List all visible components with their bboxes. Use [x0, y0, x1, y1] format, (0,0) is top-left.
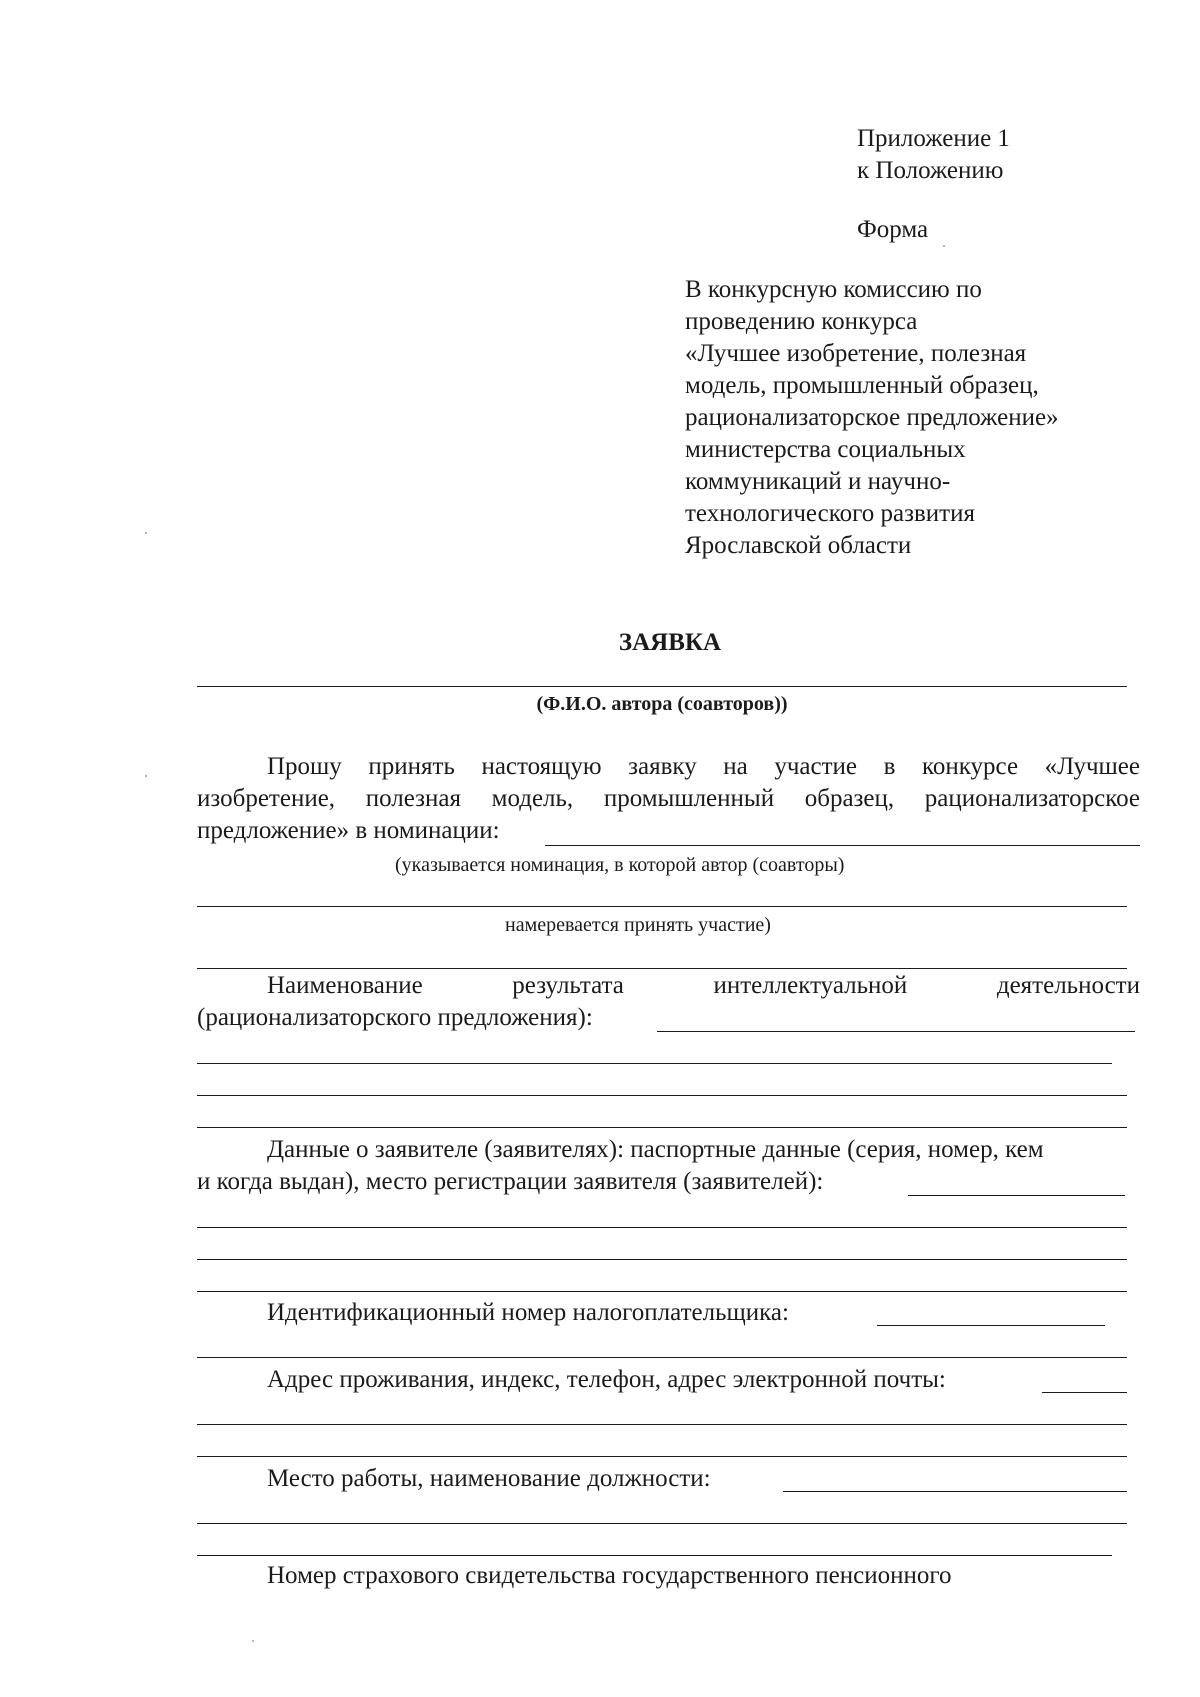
work-field[interactable]: [783, 1491, 1127, 1492]
word: на: [723, 753, 748, 780]
applicant-data-field[interactable]: [908, 1195, 1125, 1196]
word: в: [883, 753, 896, 780]
scan-speck: [252, 1640, 254, 1642]
word: заявку: [628, 753, 697, 780]
address-field-continued[interactable]: [197, 1456, 1127, 1457]
word: результата: [512, 972, 624, 999]
result-name-field[interactable]: [197, 1063, 1112, 1064]
result-line-1: [267, 970, 1140, 1002]
word: настоящую: [481, 753, 602, 780]
applicant-line-1: Данные о заявителе (заявителях): паспортные данные (серия, номер, кем: [267, 1136, 1044, 1163]
inn-field[interactable]: [877, 1325, 1105, 1326]
result-name-field[interactable]: [197, 1127, 1127, 1128]
word: полезная: [365, 785, 461, 812]
work-label: Место работы, наименование должности:: [267, 1465, 711, 1492]
addressee-line: коммуникаций и научно-: [685, 468, 951, 495]
inn-field-continued[interactable]: [197, 1357, 1127, 1358]
nomination-label: предложение» в номинации:: [197, 817, 500, 844]
result-name-field[interactable]: [657, 1031, 1135, 1032]
blank-line[interactable]: [197, 968, 1127, 969]
applicant-data-field[interactable]: [197, 1291, 1127, 1292]
address-field[interactable]: [1042, 1392, 1127, 1393]
nomination-field[interactable]: [545, 845, 1140, 846]
address-field-continued[interactable]: [197, 1424, 1127, 1425]
word: деятельности: [996, 972, 1140, 999]
request-line-1: [267, 751, 1140, 783]
document-title: ЗАЯВКА: [618, 629, 722, 656]
nomination-field-continued[interactable]: [197, 906, 1127, 907]
word: промышленный: [603, 785, 775, 812]
word: интеллектуальной: [713, 972, 908, 999]
nomination-hint: (указывается номинация, в которой автор (соавторы): [395, 854, 845, 876]
author-caption: (Ф.И.О. автора (соавторов)): [536, 693, 788, 715]
word: рационализаторское: [924, 785, 1140, 812]
work-field-continued[interactable]: [197, 1555, 1112, 1556]
author-name-field[interactable]: [197, 686, 1127, 687]
applicant-data-field[interactable]: [197, 1259, 1127, 1260]
word: «Лучшее: [1044, 753, 1140, 780]
addressee-line: Ярославской области: [685, 532, 912, 559]
nomination-hint-continued: намеревается принять участие): [505, 914, 771, 936]
applicant-line-2: и когда выдан), место регистрации заявителя (заявителей):: [197, 1168, 824, 1195]
address-label: Адрес проживания, индекс, телефон, адрес электронной почты:: [267, 1366, 946, 1393]
word: модель,: [491, 785, 574, 812]
addressee-line: модель, промышленный образец,: [685, 372, 1039, 399]
inn-label: Идентификационный номер налогоплательщика:: [267, 1299, 789, 1326]
word: участие: [774, 753, 858, 780]
insurance-label: Номер страхового свидетельства государственного пенсионного: [267, 1562, 952, 1589]
addressee-line: рационализаторское предложение»: [685, 404, 1059, 431]
word: Прошу: [267, 753, 342, 780]
scan-speck: [145, 775, 147, 777]
word: конкурсе: [922, 753, 1019, 780]
addressee-line: проведению конкурса: [685, 308, 918, 335]
word: Наименование: [267, 972, 423, 999]
word: принять: [368, 753, 455, 780]
request-line-2: [197, 783, 1140, 815]
scan-speck: [145, 532, 147, 534]
word: образец,: [804, 785, 895, 812]
applicant-data-field[interactable]: [197, 1227, 1127, 1228]
word: изобретение,: [197, 785, 336, 812]
addressee-line: технологического развития: [685, 500, 975, 527]
appendix-number: Приложение 1: [857, 125, 1010, 152]
scan-speck: [943, 245, 945, 247]
form-label: Форма: [857, 216, 929, 243]
result-name-field[interactable]: [197, 1095, 1127, 1096]
addressee-line: министерства социальных: [685, 436, 966, 463]
work-field-continued[interactable]: [197, 1523, 1127, 1524]
addressee-line: «Лучшее изобретение, полезная: [685, 340, 1027, 367]
addressee-line: В конкурсную комиссию по: [685, 276, 982, 303]
regulation-reference: к Положению: [857, 157, 1004, 184]
result-label: (рационализаторского предложения):: [197, 1004, 593, 1031]
